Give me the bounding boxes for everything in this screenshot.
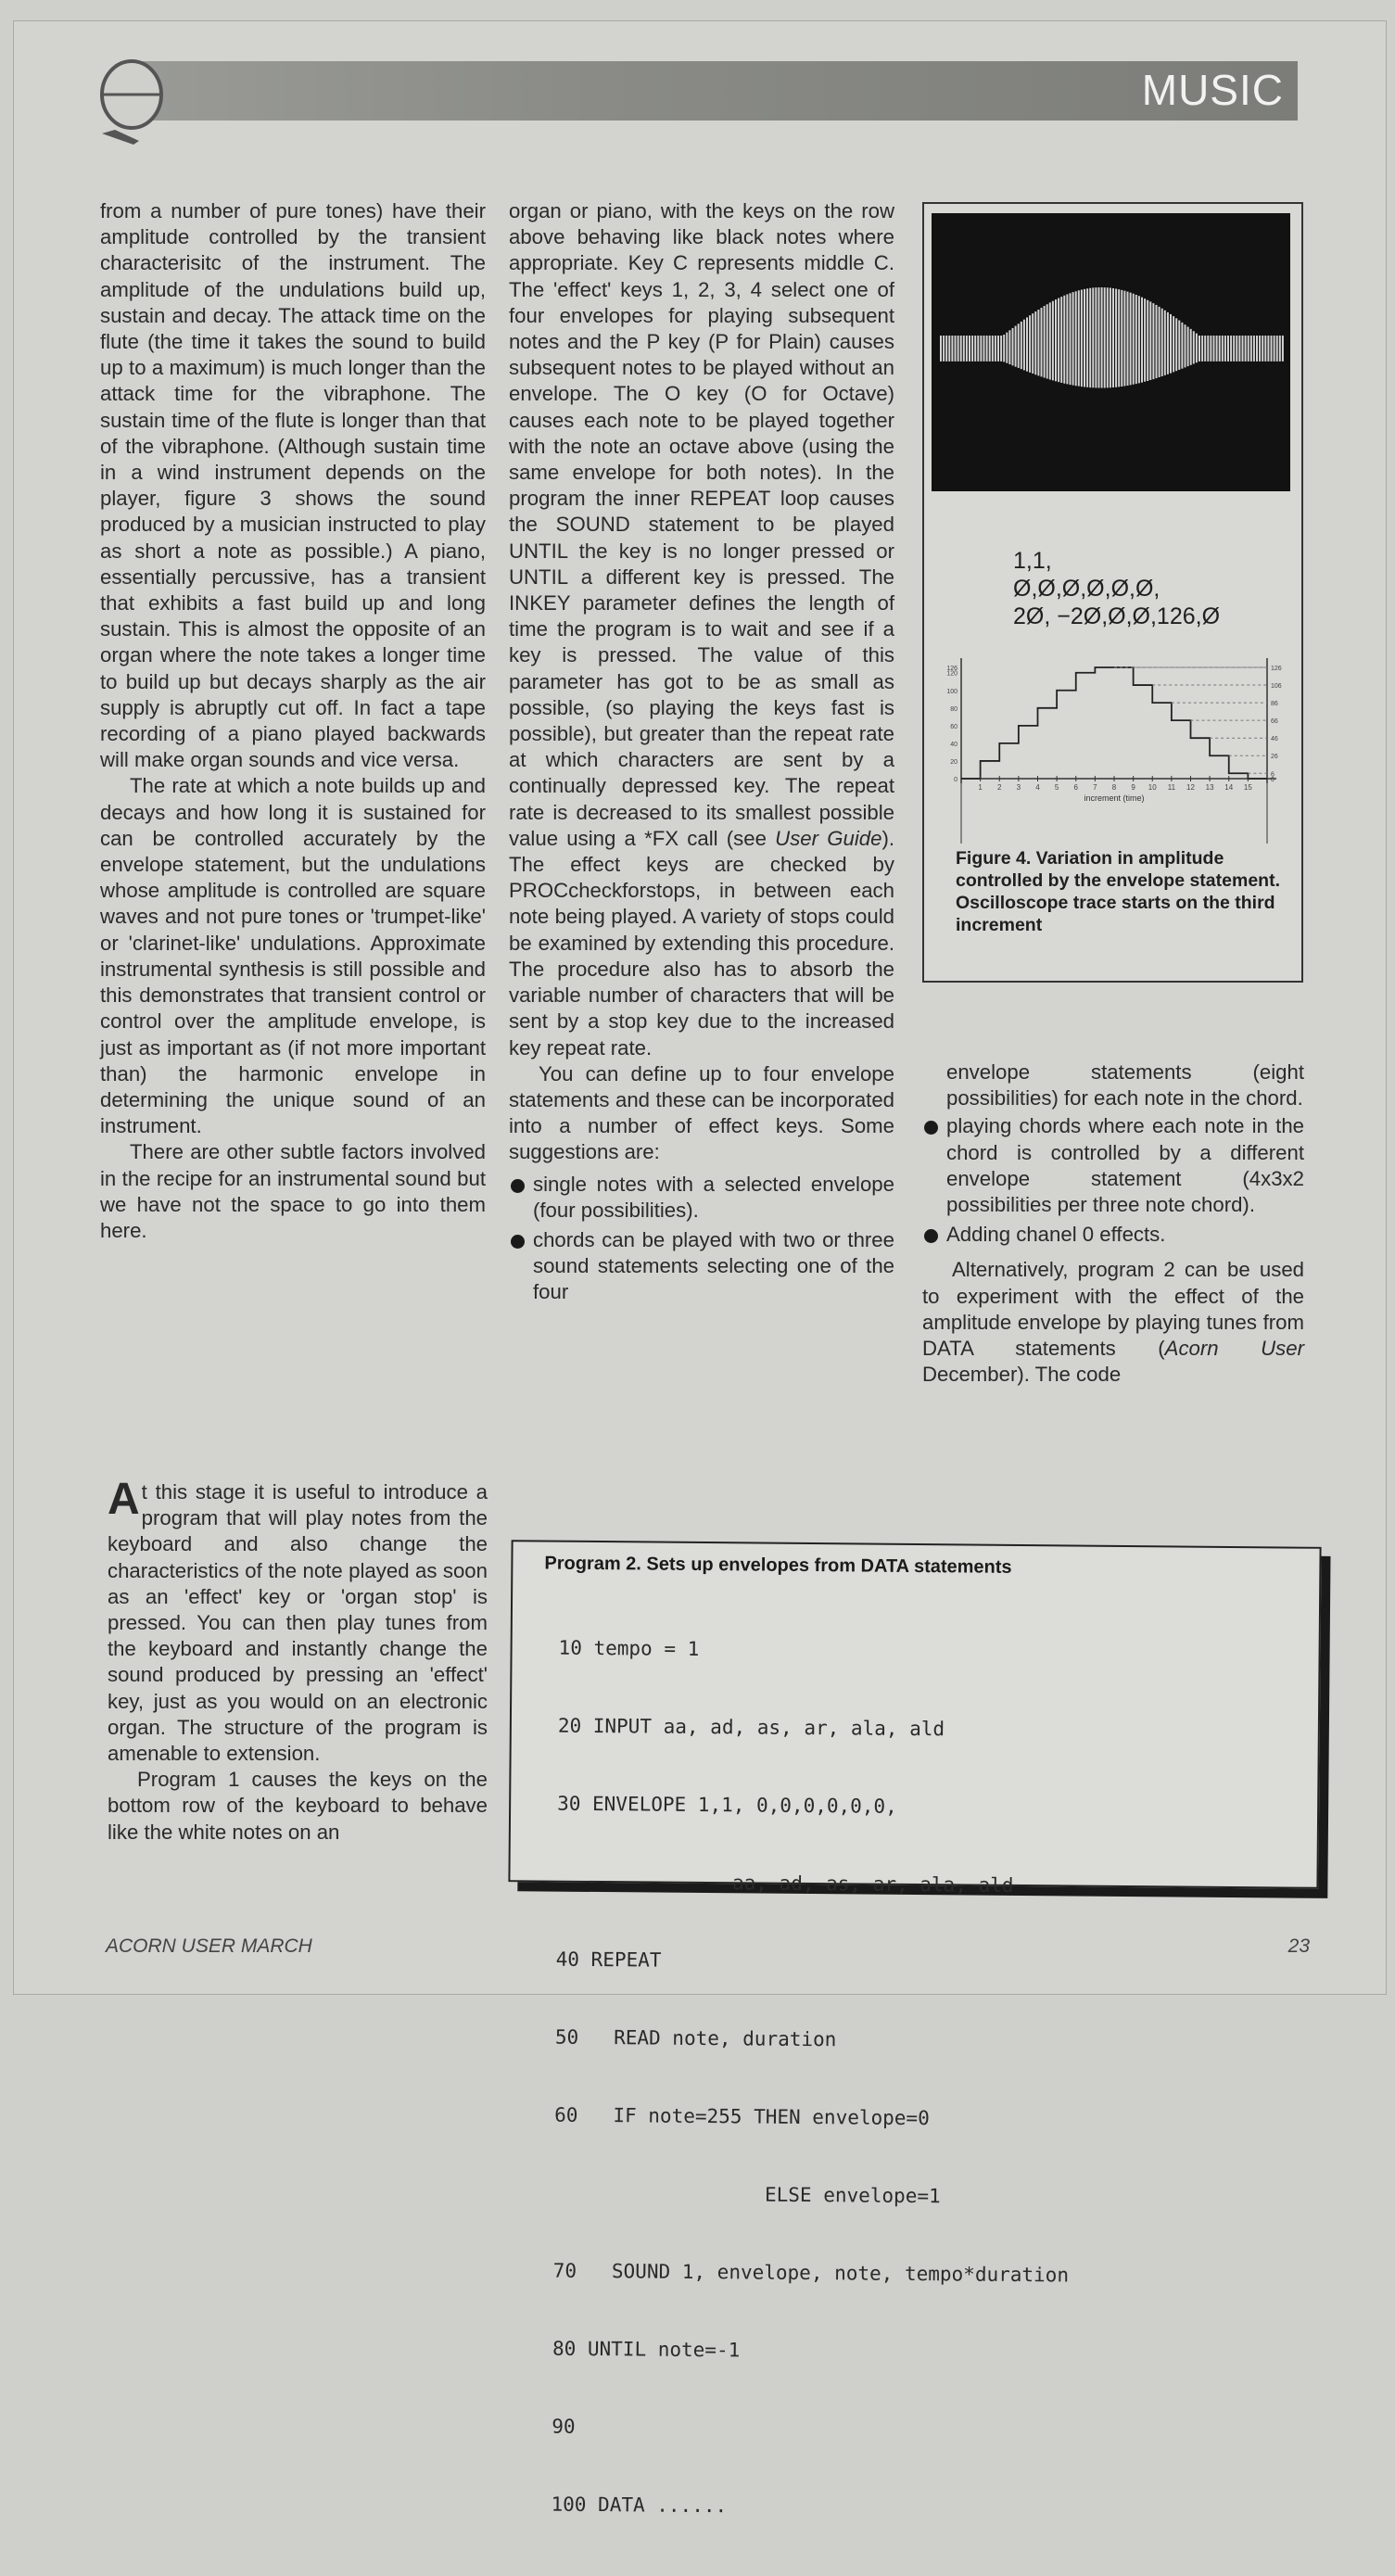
x-tick-label: 13 [1205,783,1214,792]
envelope-line: 2Ø, −2Ø,Ø,Ø,126,Ø [1013,603,1221,629]
y-tick-label: 80 [950,705,957,713]
y-tick-label: 0 [954,777,957,783]
code-line: 70 SOUND 1, envelope, note, tempo*duration [552,2259,1070,2287]
envelope-step-line [961,667,1267,779]
x-tick-label: 15 [1243,783,1252,792]
program-title: Program 2. Sets up envelopes from DATA statements [544,1553,1012,1578]
paragraph-text: ). The effect keys are checked by PROCcheckforstops, in between each note being played. A variety of stops could be examined by extending this procedure. The procedure also has to absorb the variable number of characters that will be sent by a stop key due to the increased key repeat rate. [509,826,895,1060]
code-line: 30 ENVELOPE 1,1, 0,0,0,0,0,0, [557,1792,897,1818]
x-tick-label: 7 [1093,783,1097,792]
figure-caption: Figure 4. Variation in amplitude controlled by the envelope statement. Oscilloscope trace starts on the third increment [956,848,1280,935]
figure-4 [922,202,1303,983]
paragraph: Program 1 causes the keys on the bottom row of the keyboard to behave like the white notes on an [108,1768,488,1844]
page-number: 23 [1287,1935,1310,1957]
y2-tick-label: 46 [1271,736,1278,743]
y2-tick-label: 126 [1271,666,1282,672]
paragraph-text: Alternatively, program 2 can be used to experiment with the effect of the amplitude envelope by playing tunes from DATA statements ( [922,1258,1304,1361]
drop-cap: A [108,1475,140,1524]
envelope-graph [933,565,1295,844]
code-line: aa, ad, as, ar, ala, ald [556,1870,1014,1897]
bullet-list [922,1113,1304,1248]
x-tick-label: 12 [1186,783,1195,792]
x-tick-label: 4 [1035,783,1040,792]
column-2 [509,198,894,1310]
y2-tick-label: 106 [1271,683,1282,691]
oscilloscope-photo [932,213,1290,491]
x-tick-label: 1 [978,783,983,792]
paragraph [509,198,894,1061]
code-line: 80 UNTIL note=-1 [552,2337,741,2362]
code-line: ELSE envelope=1 [553,2181,941,2208]
list-item: chords can be played with two or three sound statements selecting one of the four [509,1227,894,1306]
paragraph: There are other subtle factors involved in the recipe for an instrumental sound but we have not the space to go into them here. [100,1140,486,1242]
code-line: 40 REPEAT [555,1948,662,1972]
code-line: 10 tempo = 1 [558,1636,700,1660]
q-logo-icon [96,56,171,148]
x-tick-label: 8 [1111,783,1117,792]
paragraph-text: December). The code [922,1363,1122,1387]
paragraph-text: organ or piano, with the keys on the row above behaving like black notes where appropriate. Key C represents middle C. The 'effect' keys 1, 2, 3, 4 select one of four envelopes for playing subsequent notes and the P key (P for Plain) causes subsequent notes to be played without an envelope. The O key (O for Octave) causes each note to be played together with the note an octave above (using the same envelope for both notes). In the program the inner REPEAT loop causes the SOUND statement to be played UNTIL the key is no longer pressed or UNTIL a different key is pressed. The INKEY parameter defines the length of time the program is to wait and see if a key is pressed. The value of this parameter has got to be as small as possible, (so playing the keys fast is possible), but greater than the repeat rate at which characters are sent by a continually depressed key. The repeat rate is decreased to its smallest possible value using a *FX call (see [509,199,894,850]
column-1 [100,198,486,1244]
x-axis-label: increment (time) [1084,793,1145,803]
x-tick-label: 10 [1148,783,1157,792]
code-line: 60 IF note=255 THEN envelope=0 [554,2103,930,2130]
y-tick-label: 40 [950,741,957,748]
paragraph: from a number of pure tones) have their amplitude controlled by the transient characterisitc of the instrument. The amplitude of the undulations build up, sustain and decay. The attack time on the flute (the time it takes the sound to build up to a maximum) is much longer than the attack time for the vibraphone. The sustain time of the flute is longer than that of the vibraphone. (Although sustain time in a wind instrument depends on the player, figure 3 shows the sound produced by a musician instructed to play as short a note as possible.) A piano, essentially percussive, has a transient that exhibits a fast build up and long sustain. This is almost the opposite of an organ where the note takes a longer time to build up but decays sharply as the air supply is abruptly cut off. In fact a tape recording of a piano played backwards will make organ sounds and vice versa. [100,199,486,772]
x-tick-label: 14 [1224,783,1234,792]
bullet-list [509,1172,894,1306]
x-tick-label: 6 [1073,783,1078,792]
x-tick-label: 2 [997,783,1002,792]
code-line: 100 DATA ...... [551,2493,728,2518]
x-tick-label: 9 [1131,783,1135,792]
program-code [551,1583,1075,2574]
x-tick-label: 5 [1054,783,1059,792]
x-tick-label: 11 [1167,783,1176,792]
column-1-lower [108,1475,488,1846]
footer-publication: ACORN USER MARCH [106,1935,312,1957]
list-item: Adding chanel 0 effects. [922,1222,1304,1248]
y2-tick-label: 6 [1271,771,1275,779]
y2-tick-label: 66 [1271,718,1278,726]
y-tick-label: 126 [946,666,957,672]
paragraph [108,1475,488,1767]
y-tick-label: 60 [950,723,957,730]
italic-text: User Guide [775,826,882,850]
y-tick-label: 120 [946,670,957,678]
header-band [120,61,1298,121]
x-tick-label: 3 [1016,783,1021,792]
italic-text: Acorn User [1164,1337,1304,1361]
column-3 [922,1060,1304,1388]
paragraph [922,1257,1304,1388]
section-title: MUSIC [1141,66,1284,114]
paragraph-text: t this stage it is useful to introduce a program that will play notes from the keyboard and also change the characteristics of the note played as soon as an 'effect' key or 'organ stop' is pressed. You can then play tunes from the keyboard and instantly change the sound produced by pressing an 'effect' key, just as you would on an electronic organ. The structure of the program is amenable to extension. [108,1480,488,1766]
y2-tick-label: 26 [1271,754,1278,761]
y2-tick-label: 86 [1271,701,1278,708]
envelope-line: Ø,Ø,Ø,Ø,Ø,Ø, [1013,576,1160,602]
list-item: single notes with a selected envelope (four possibilities). [509,1172,894,1224]
paragraph: You can define up to four envelope statements and these can be incorporated into a number of effect keys. Some suggestions are: [509,1061,894,1164]
envelope-line: 1,1, [1013,548,1052,574]
list-item: playing chords where each note in the chord is controlled by a different envelope statement (4x3x2 possibilities per three note chord). [922,1113,1304,1218]
y-tick-label: 20 [950,758,957,766]
paragraph: The rate at which a note builds up and decays and how long it is sustained for can be controlled accurately by the envelope statement, but the undulations whose amplitude is controlled are square waves and not pure tones or 'trumpet-like' or 'clarinet-like' undulations. Approximate instrumental synthesis is still possible and this demonstrates that transient control or control over the amplitude envelope, is just as important as (if not more important than) the harmonic envelope in determining the unique sound of an instrument. [100,774,486,1138]
y2-tick-label: 0 [1271,777,1275,783]
paragraph: envelope statements (eight possibilities) for each note in the chord. [946,1060,1304,1110]
code-line: 90 [552,2415,576,2438]
code-line: 20 INPUT aa, ad, as, ar, ala, ald [557,1714,945,1741]
y-tick-label: 100 [946,688,957,695]
code-line: 50 READ note, duration [554,2025,837,2051]
